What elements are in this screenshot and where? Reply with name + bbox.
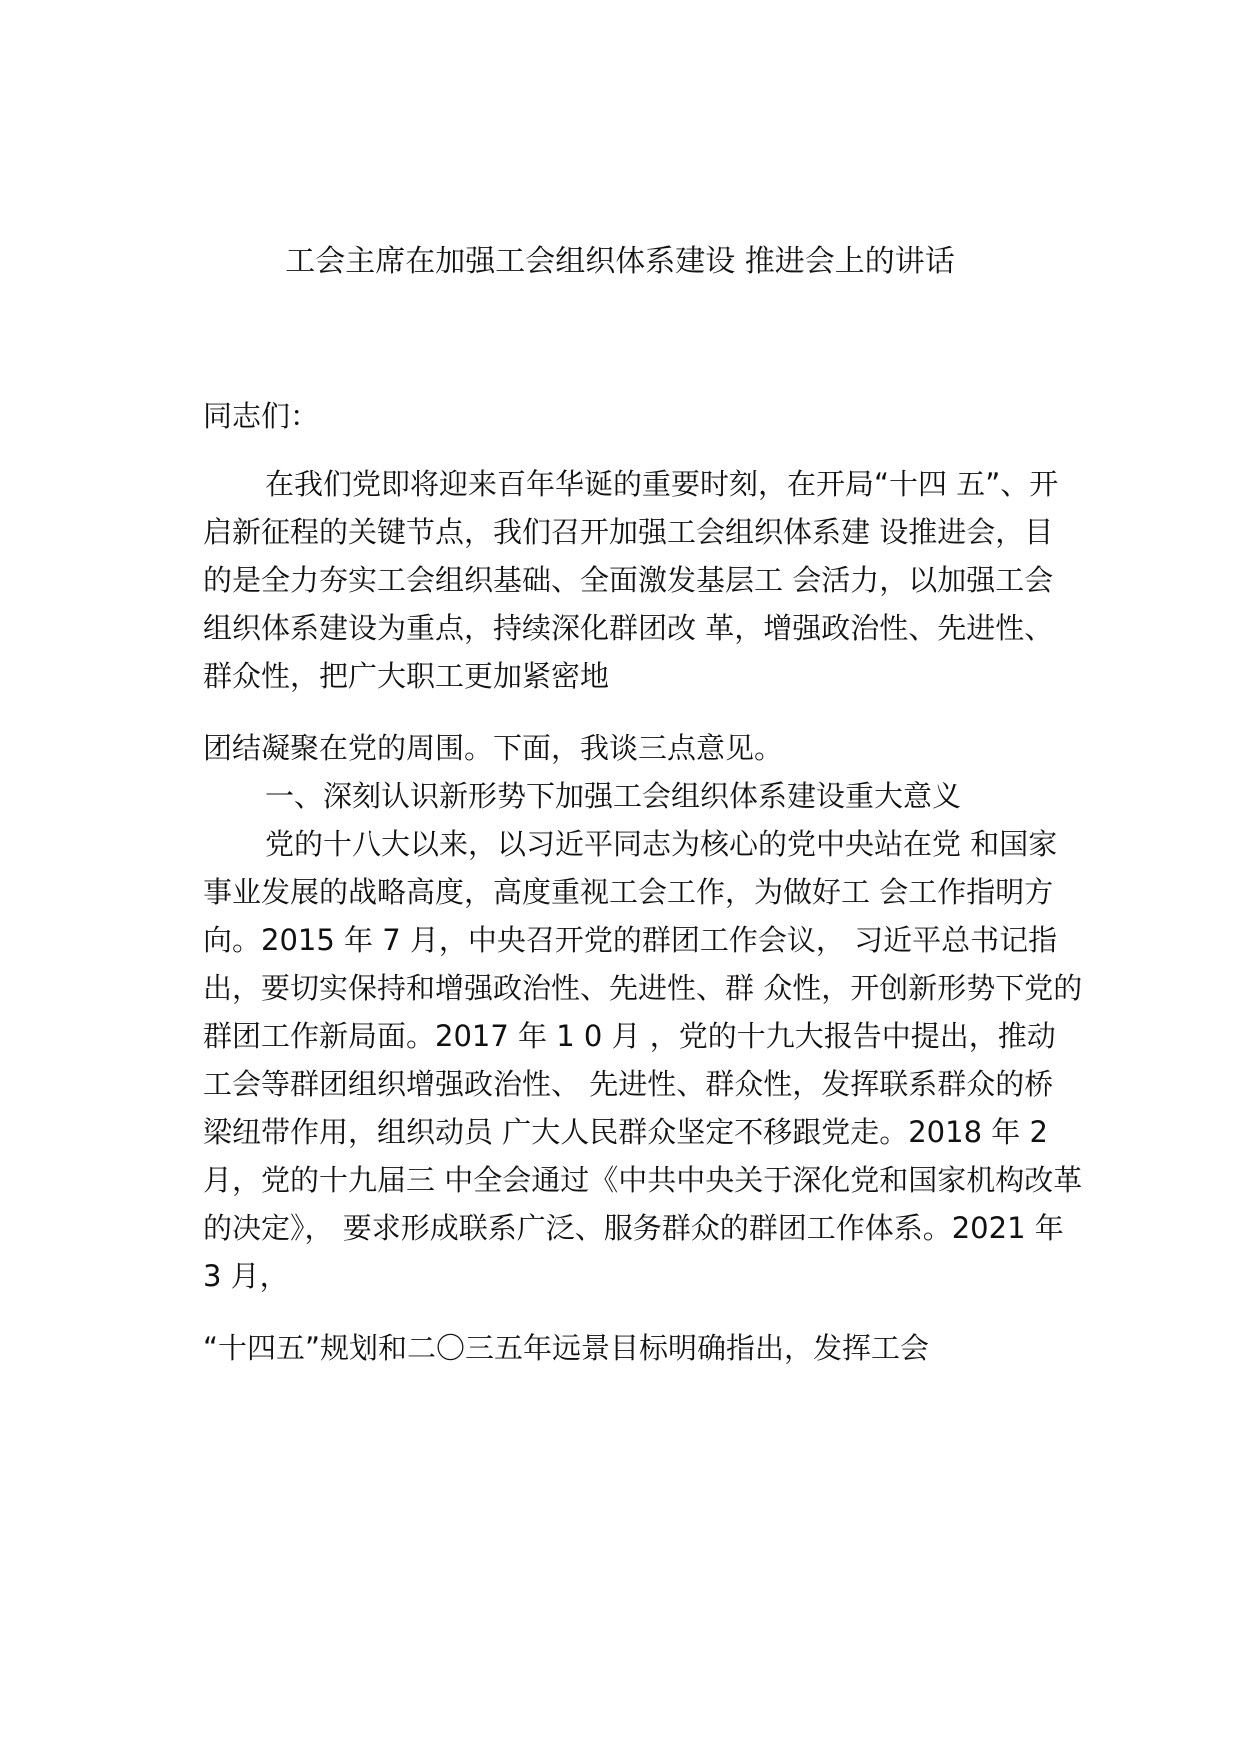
paragraph-line: 工会等群团组织增强政治性、 先进性、群众性，发挥联系群众的桥 <box>203 1067 1054 1101</box>
salutation: 同志们： <box>203 399 320 433</box>
paragraph-line: 向。2015 年 7 月，中央召开党的群团工作会议， 习近平总书记指 <box>203 923 1058 957</box>
paragraph-line: 梁纽带作用，组织动员 广大人民群众坚定不移跟党走。2018 年 2 <box>203 1115 1048 1149</box>
paragraph-line: 出，要切实保持和增强政治性、先进性、群 众性，开创新形势下党的 <box>203 971 1083 1005</box>
paragraph-3-start: “十四五”规划和二〇三五年远景目标明确指出，发挥工会 <box>203 1331 930 1365</box>
paragraph-line: 群众性，把广大职工更加紧密地 <box>203 659 610 693</box>
paragraph-line: 事业发展的战略高度，高度重视工会工作，为做好工 会工作指明方 <box>203 875 1054 909</box>
paragraph-line: 组织体系建设为重点，持续深化群团改 革，增强政治性、先进性、 <box>203 611 1054 645</box>
paragraph-line: 月，党的十九届三 中全会通过《中共中央关于深化党和国家机构改革 <box>203 1163 1083 1197</box>
paragraph-1-continued: 团结凝聚在党的周围。下面，我谈三点意见。 <box>203 731 784 765</box>
paragraph-line: 3 月， <box>203 1259 289 1293</box>
paragraph-line: 的是全力夯实工会组织基础、全面激发基层工 会活力，以加强工会 <box>203 563 1054 597</box>
document-body <box>203 392 1083 1372</box>
paragraph-line: 群团工作新局面。2017 年 1 0 月 ，党的十九大报告中提出，推动 <box>203 1019 1056 1053</box>
document-title: 工会主席在加强工会组织体系建设 推进会上的讲话 <box>285 244 955 279</box>
paragraph-1 <box>203 460 1083 700</box>
paragraph-line: 在我们党即将迎来百年华诞的重要时刻，在开局“十四 五”、开 <box>265 467 1059 501</box>
paragraph-2 <box>203 820 1083 1300</box>
paragraph-line: 党的十八大以来，以习近平同志为核心的党中央站在党 和国家 <box>265 827 1058 861</box>
paragraph-line: 的决定》， 要求形成联系广泛、服务群众的群团工作体系。2021 年 <box>203 1211 1064 1245</box>
paragraph-line: 启新征程的关键节点，我们召开加强工会组织体系建 设推进会，目 <box>203 515 1054 549</box>
section-1-heading: 一、深刻认识新形势下加强工会组织体系建设重大意义 <box>265 779 962 813</box>
